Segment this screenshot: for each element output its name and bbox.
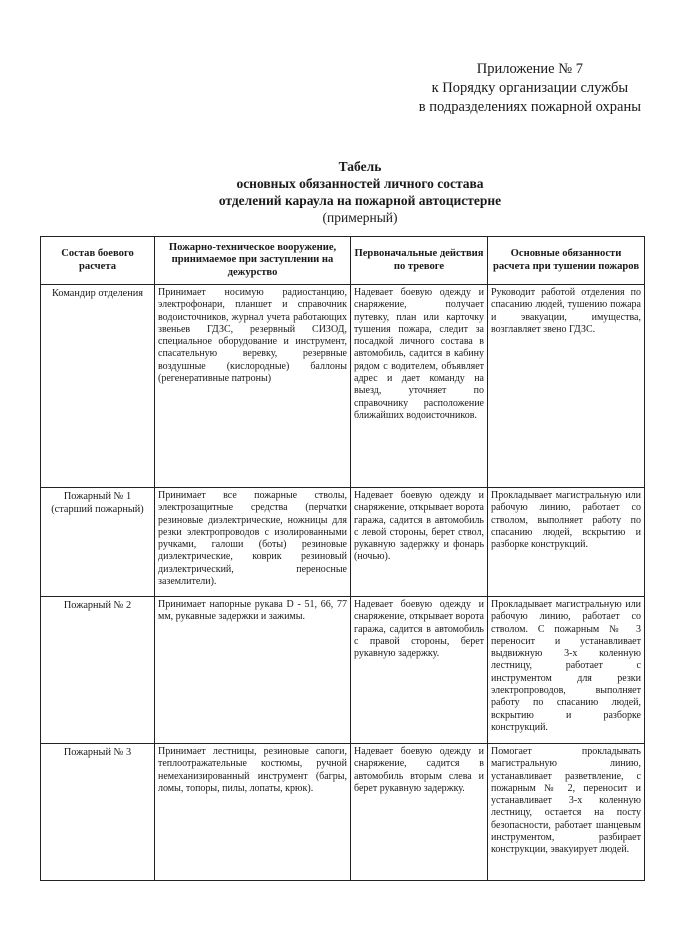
title-main: Табель xyxy=(338,159,382,174)
table-header-row xyxy=(41,237,645,285)
cell-alarm: Надевает боевую одежду и снаряжение, открывает ворота гаража, садится в автомобиль с правой стороны, берет рукавную задержку. xyxy=(351,597,488,744)
header-duties: Основные обязанности расчета при тушении пожаров xyxy=(488,237,645,285)
duties-table xyxy=(40,236,645,881)
table-row xyxy=(41,488,645,597)
title-line-2: основных обязанностей личного состава xyxy=(236,176,484,191)
cell-role: Пожарный № 1 (старший пожарный) xyxy=(41,488,155,597)
cell-duties: Руководит работой отделения по спасанию людей, тушению пожара и эвакуации, имущества, возглавляет звено ГДЗС. xyxy=(488,285,645,488)
cell-equipment: Принимает носимую радиостанцию, электрофонари, планшет и справочник водоисточников, журнал учета работающих звеньев ГДЗС, резервный СИЗОД, специальное оборудование и инструмент, спасательную веревку, резервные воздушные (кислородные) баллоны (регенеративные патроны) xyxy=(155,285,351,488)
header-crew: Состав боевого расчета xyxy=(41,237,155,285)
cell-role: Командир отделения xyxy=(41,285,155,488)
document-title xyxy=(140,158,580,226)
title-note: (примерный) xyxy=(322,210,398,225)
cell-equipment: Принимает напорные рукава D - 51, 66, 77 мм, рукавные задержки и зажимы. xyxy=(155,597,351,744)
cell-equipment: Принимает лестницы, резиновые сапоги, теплоотражательные костюмы, ручной немеханизированный инструмент (багры, ломы, топоры, пилы, лопаты, крюк). xyxy=(155,744,351,881)
table-row xyxy=(41,597,645,744)
cell-duties: Прокладывает магистральную или рабочую линию, работает со стволом, выполняет работу по спасанию людей, вскрытию и разборке конструкций. xyxy=(488,488,645,597)
cell-duties: Прокладывает магистральную или рабочую линию, работает со стволом. С пожарным № 3 переносит и устанавливает выдвижную 3-х коленную лестницу, работает с инструментом для резки электропроводов, выполняет работу по спасанию людей, вскрытию и разборке конструкций. xyxy=(488,597,645,744)
cell-equipment: Принимает все пожарные стволы, электрозащитные средства (перчатки резиновые диэлектрические, ножницы для резки электропроводов с изолированными ручками, галоши (боты) резиновые диэлектрические, коврик резиновый диэлектрический, переносные заземлители). xyxy=(155,488,351,597)
appendix-ref: к Порядку организации службы xyxy=(431,80,629,96)
cell-role: Пожарный № 3 xyxy=(41,744,155,881)
cell-alarm: Надевает боевую одежду и снаряжение, получает путевку, план или карточку тушения пожара, следит за посадкой личного состава в автомобиль, садится в кабину рядом с водителем, объявляет адрес и дает команду на выезд, уточняет по справочнику расположение ближайших водоисточников. xyxy=(351,285,488,488)
cell-alarm: Надевает боевую одежду и снаряжение, открывает ворота гаража, садится в автомобиль с левой стороны, берет ствол, рукавную задержку и фонарь (ночью). xyxy=(351,488,488,597)
table-row xyxy=(41,285,645,488)
cell-alarm: Надевает боевую одежду и снаряжение, садится в автомобиль вторым слева и берет рукавную задержку. xyxy=(351,744,488,881)
header-alarm: Первоначальные действия по тревоге xyxy=(351,237,488,285)
cell-duties: Помогает прокладывать магистральную линию, устанавливает разветвление, с пожарным № 2, переносит и устанавливает 3-х коленную лестницу, остается на посту безопасности, работает шанцевым инструментом, разбирает конструкции, эвакуирует людей. xyxy=(488,744,645,881)
header-equipment: Пожарно-техническое вооружение, принимаемое при заступлении на дежурство xyxy=(155,237,351,285)
appendix-header xyxy=(419,60,641,117)
table-row xyxy=(41,744,645,881)
title-line-3: отделений караула на пожарной автоцистерне xyxy=(218,193,502,208)
appendix-ref-cont: в подразделениях пожарной охраны xyxy=(418,99,641,115)
cell-role: Пожарный № 2 xyxy=(41,597,155,744)
appendix-number: Приложение № 7 xyxy=(476,61,583,77)
